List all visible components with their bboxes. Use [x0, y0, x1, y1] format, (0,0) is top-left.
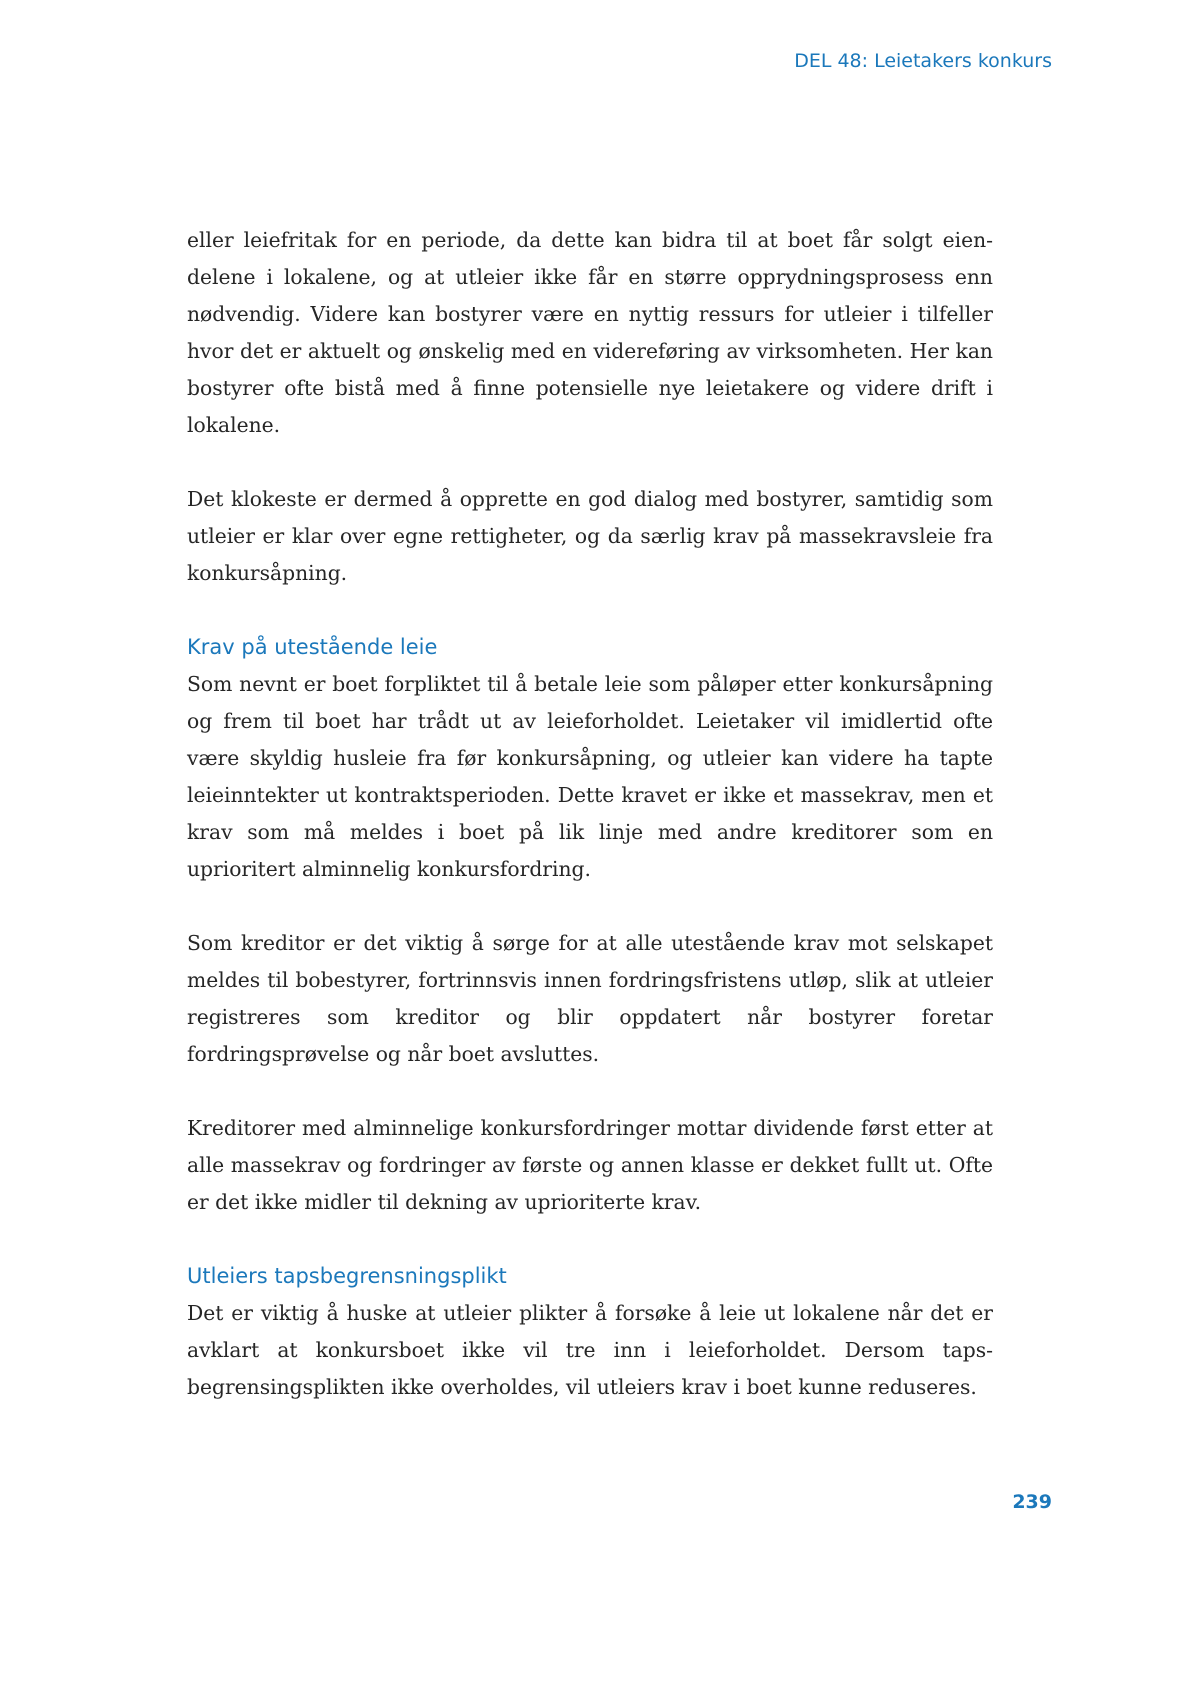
page-body — [187, 222, 993, 1406]
body-paragraph: Som kreditor er det viktig å sørge for at alle utestående krav mot selskapet meldes til bobestyrer, fortrinnsvis innen fordringsfristens utløp, slik at utleier registreres som kreditor og blir oppdatert når bostyrer foretar fordringsprøvelse og når boet avsluttes. — [187, 931, 993, 1066]
body-paragraph: eller leiefritak for en periode, da dette kan bidra til at boet får solgt eiendelene i lokalene, og at utleier ikke får en større opprydningsprosess enn nødvendig. Videre kan bostyrer være en nyttig ressurs for utleier i tilfeller hvor det er aktuelt og ønskelig med en videreføring av virksomheten. Her kan bostyrer ofte bistå med å finne potensielle nye leietakere og videre drift i lokalene. — [187, 228, 993, 437]
section-heading: Utleiers tapsbegrensningsplikt — [187, 1264, 507, 1288]
body-paragraph: Det klokeste er dermed å opprette en god dialog med bostyrer, samtidig som utleier er klar over egne rettigheter, og da særlig krav på massekravsleie fra konkursåpning. — [187, 487, 993, 585]
page-number: 239 — [1012, 1491, 1052, 1513]
section-heading: Krav på utestående leie — [187, 635, 438, 659]
running-header: DEL 48: Leietakers konkurs — [794, 50, 1052, 72]
body-paragraph: Det er viktig å huske at utleier plikter å forsøke å leie ut lokalene når det er avklart at konkursboet ikke vil tre inn i leieforholdet. Dersom tapsbegrensingsplikten ikke overholdes, vil utleiers krav i boet kunne reduseres. — [187, 1301, 993, 1399]
body-paragraph: Kreditorer med alminnelige konkursfordringer mottar dividende først etter at alle massekrav og fordringer av første og annen klasse er dekket fullt ut. Ofte er det ikke midler til dekning av uprioriterte krav. — [187, 1116, 993, 1214]
body-paragraph: Som nevnt er boet forpliktet til å betale leie som påløper etter konkursåpning og frem til boet har trådt ut av leieforholdet. Leietaker vil imidlertid ofte være skyldig husleie fra før konkursåpning, og utleier kan videre ha tapte leieinntekter ut kontraktsperioden. Dette kravet er ikke et massekrav, men et krav som må meldes i boet på lik linje med andre kreditorer som en uprioritert alminnelig konkursfordring. — [187, 672, 993, 881]
